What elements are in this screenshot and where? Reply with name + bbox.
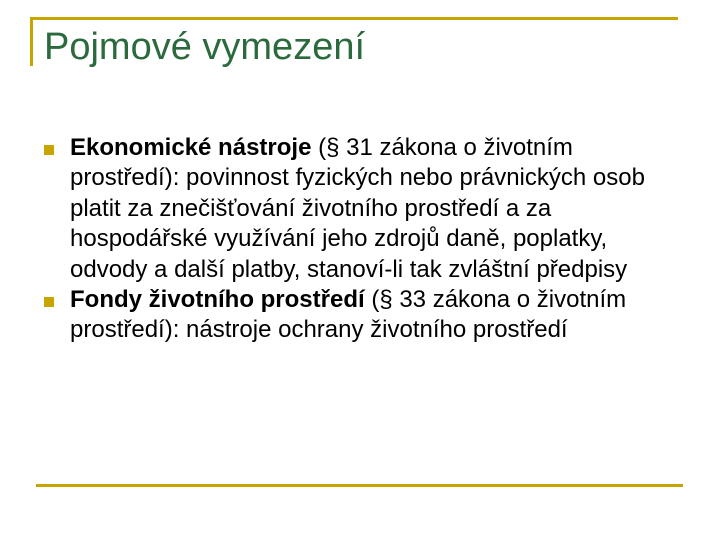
bullet-bold-term: Fondy životního prostředí	[70, 286, 365, 314]
bullet-item-fondy	[0, 285, 680, 346]
bullet-bold-term: Ekonomické nástroje	[70, 134, 312, 161]
bullet-description: (§ 33 zákona o životním prostředí): nástroje ochrany životního prostředí	[70, 286, 627, 344]
bullet-item-ekonomicke-nastroje	[0, 133, 680, 285]
slide-title: Pojmové vymezení	[44, 26, 366, 68]
title-top-rule	[30, 17, 678, 20]
bullet-text	[70, 134, 645, 283]
title-left-rule	[30, 17, 33, 66]
bottom-rule	[36, 484, 683, 487]
bullet-list	[0, 133, 720, 346]
bullet-description: (§ 31 zákona o životním prostředí): povinnost fyzických nebo právnických osob platit za znečišťování životního prostředí a za hospodářské využívání jeho zdrojů daně, poplatky, odvody a další platby, stanoví-li tak zvláštní předpisy	[70, 134, 645, 283]
square-bullet-icon	[44, 297, 54, 307]
bullet-text	[70, 286, 626, 343]
square-bullet-icon	[44, 145, 54, 155]
